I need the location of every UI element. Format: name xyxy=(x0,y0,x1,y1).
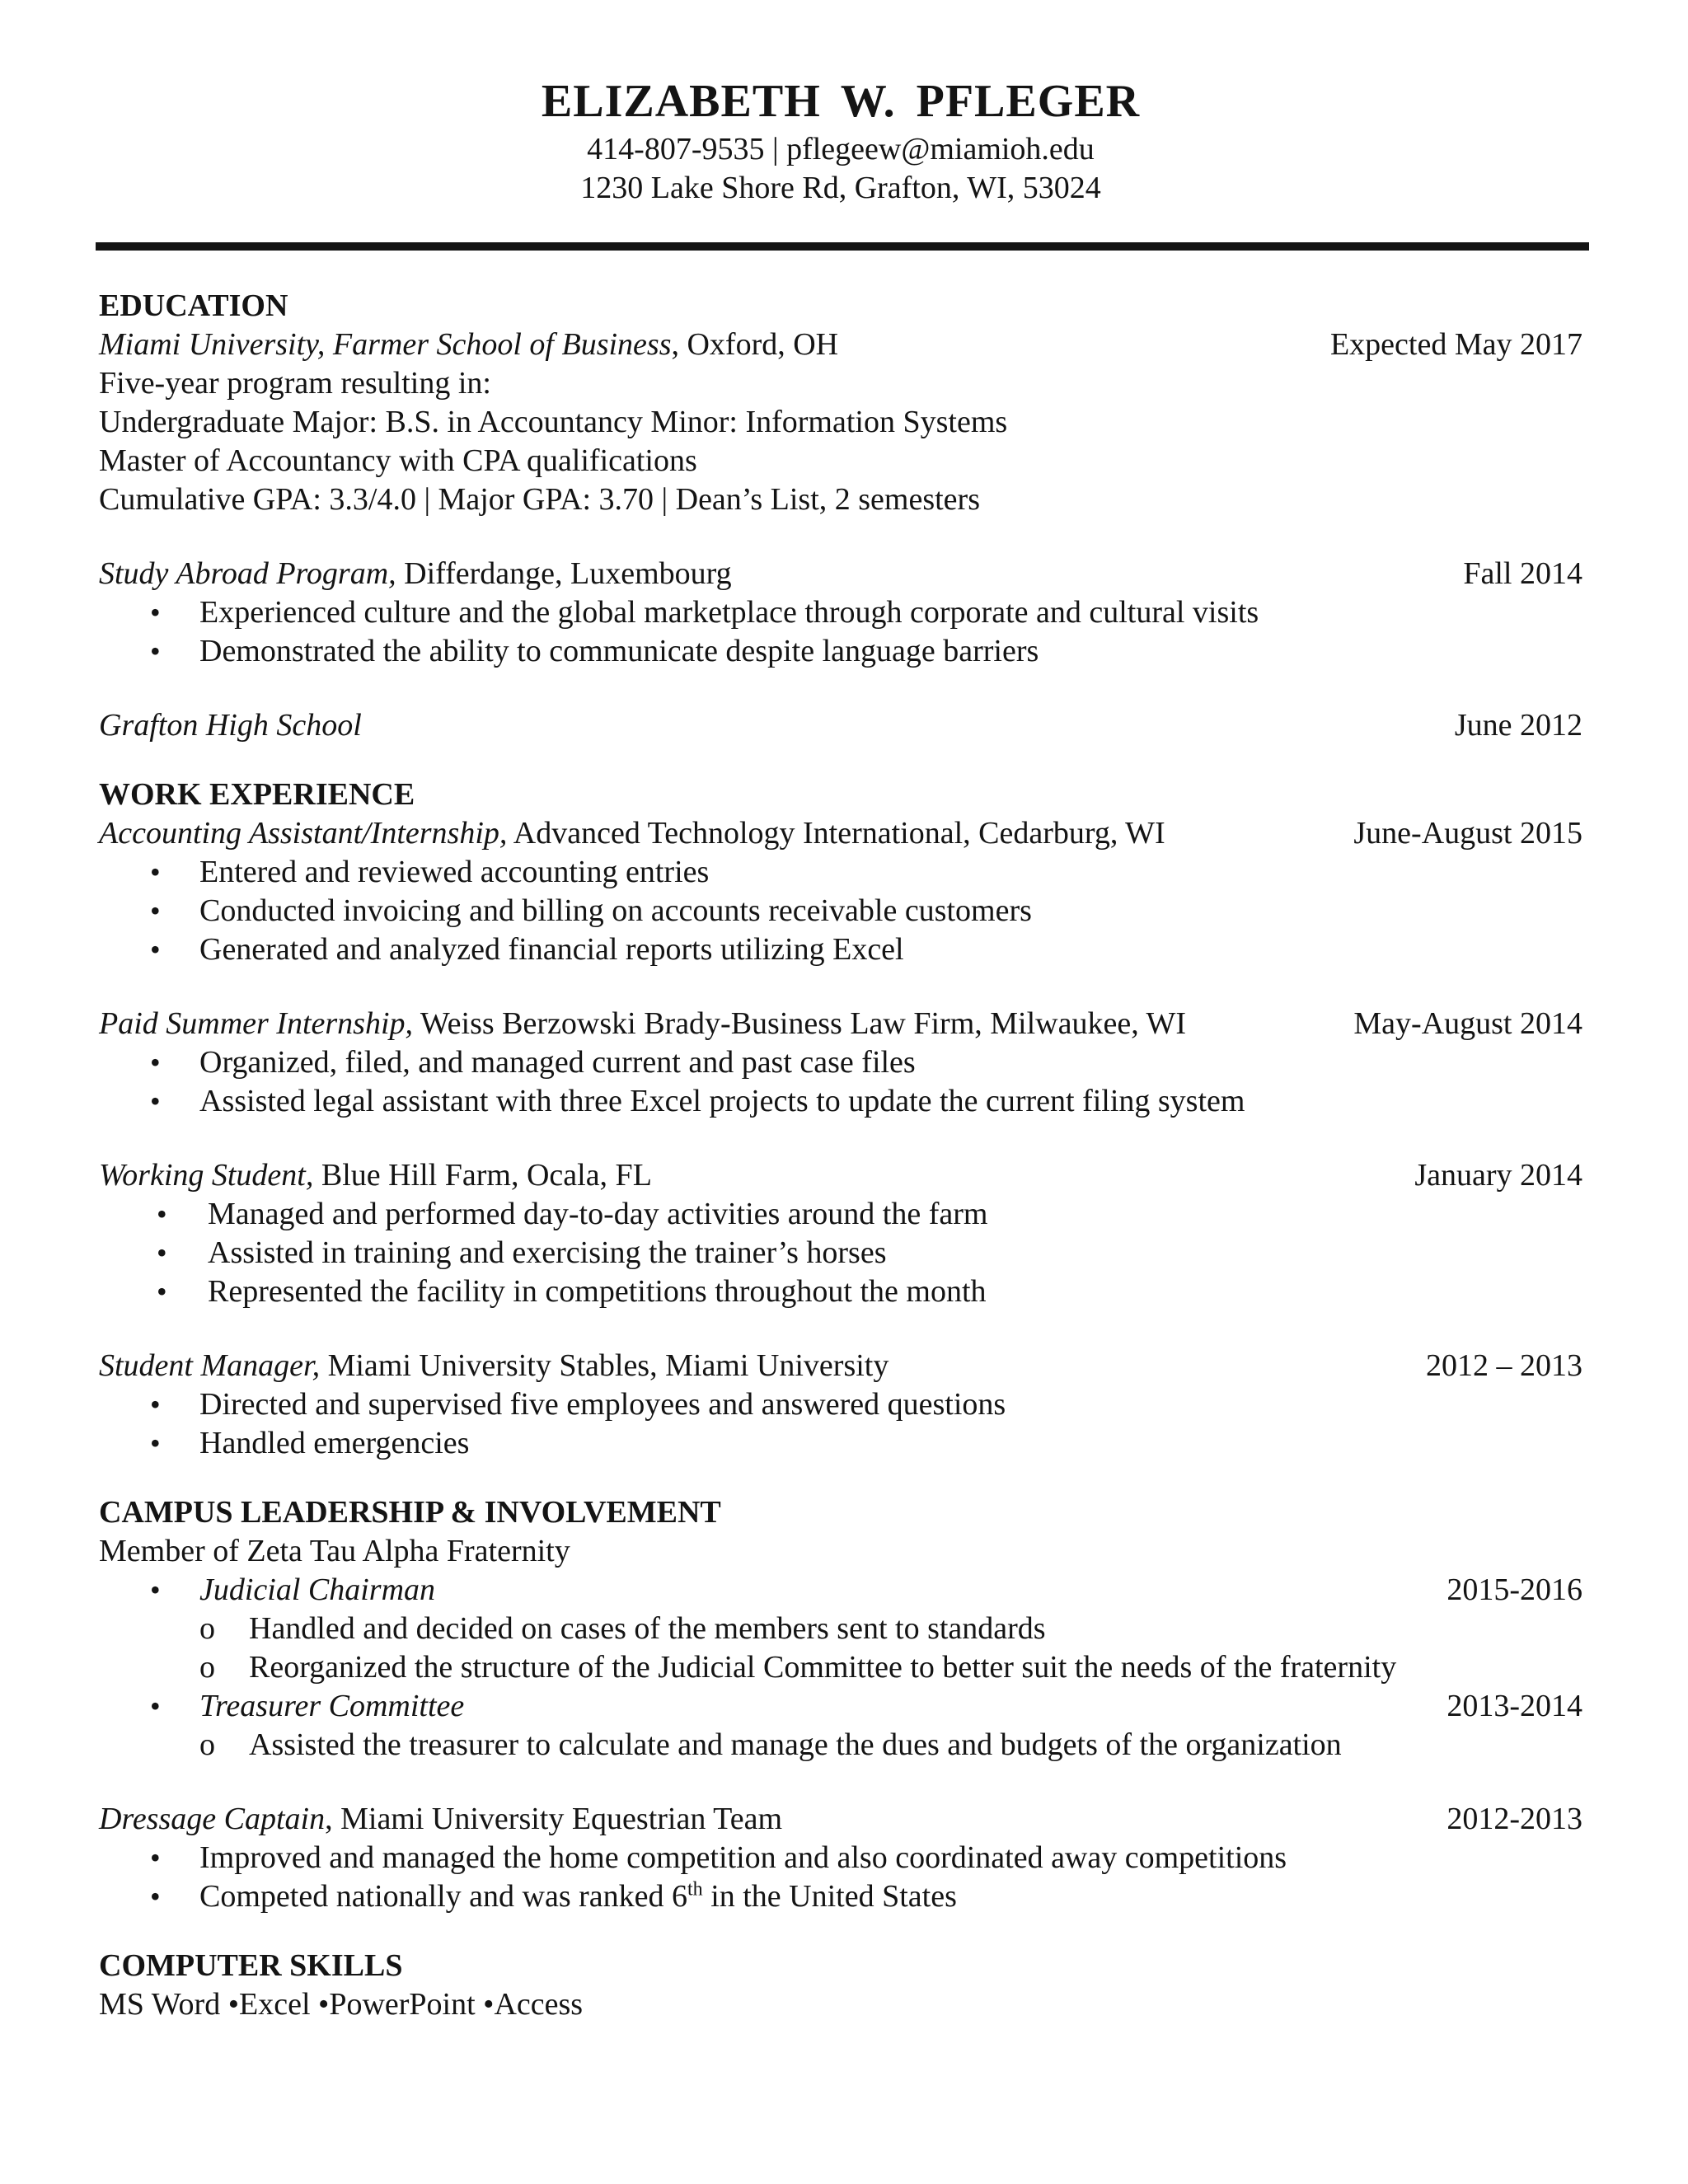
ranking-ordinal: th xyxy=(687,1878,703,1900)
education-line: Cumulative GPA: 3.3/4.0 | Major GPA: 3.70 | Dean’s List, 2 semesters xyxy=(99,482,980,517)
study-abroad-program: Study Abroad Program, xyxy=(99,556,396,591)
list-item: • Entered and reviewed accounting entries xyxy=(99,853,1582,892)
ranking-text: Competed nationally and was ranked 6 xyxy=(199,1879,688,1914)
miami-location: , Oxford, OH xyxy=(671,327,839,362)
job-row xyxy=(99,1347,1582,1385)
job-role: Paid Summer Internship, xyxy=(99,1006,414,1041)
treasurer-committee-items xyxy=(99,1726,1582,1765)
list-item: • Assisted legal assistant with three Excel projects to update the current filing system xyxy=(99,1082,1582,1121)
study-abroad-bullets xyxy=(99,593,1582,671)
treasurer-committee-date: 2013-2014 xyxy=(1447,1689,1582,1723)
treasurer-committee-row xyxy=(99,1687,1582,1726)
list-item: • Demonstrated the ability to communicate despite language barriers xyxy=(99,632,1582,671)
job-date: May-August 2014 xyxy=(1353,1006,1582,1041)
high-school-row xyxy=(99,706,1582,745)
list-item: o Assisted the treasurer to calculate and manage the dues and budgets of the organization xyxy=(99,1726,1582,1765)
miami-date: Expected May 2017 xyxy=(1329,327,1582,362)
list-item: • Organized, filed, and managed current and past case files xyxy=(99,1043,1582,1082)
list-item: o Handled and decided on cases of the members sent to standards xyxy=(99,1610,1582,1648)
job-role: Accounting Assistant/Internship, xyxy=(99,816,508,851)
list-item: • Experienced culture and the global marketplace through corporate and cultural visits xyxy=(99,593,1582,632)
job-role: Student Manager, xyxy=(99,1348,321,1383)
computer-skills-heading: COMPUTER SKILLS xyxy=(99,1948,403,1983)
list-item: • Generated and analyzed financial reports utilizing Excel xyxy=(99,930,1582,969)
job-row xyxy=(99,1005,1582,1043)
education-heading: EDUCATION xyxy=(99,288,288,323)
study-abroad-title xyxy=(99,555,732,593)
judicial-chairman-role: • Judicial Chairman xyxy=(199,1572,436,1607)
fraternity-membership: Member of Zeta Tau Alpha Fraternity xyxy=(99,1534,570,1568)
job-org: Blue Hill Farm, Ocala, FL xyxy=(313,1158,652,1193)
job-org: Advanced Technology International, Cedarburg, WI xyxy=(507,816,1165,851)
candidate-name: ELIZABETH W. PFLEGER xyxy=(541,76,1141,127)
list-item: • Managed and performed day-to-day activities around the farm xyxy=(99,1195,1582,1234)
judicial-chairman-date: 2015-2016 xyxy=(1447,1572,1582,1607)
list-item: • Conducted invoicing and billing on accounts receivable customers xyxy=(99,892,1582,930)
list-item xyxy=(99,1877,1582,1916)
list-item: • Assisted in training and exercising the trainer’s horses xyxy=(99,1234,1582,1272)
list-item: • Improved and managed the home competition and also coordinated away competitions xyxy=(99,1839,1582,1877)
study-abroad-location: Differdange, Luxembourg xyxy=(396,556,732,591)
contact-line: 414-807-9535 | pflegeew@miamioh.edu xyxy=(587,132,1095,166)
list-item: • Directed and supervised five employees and answered questions xyxy=(99,1385,1582,1424)
list-item: • Handled emergencies xyxy=(99,1424,1582,1463)
work-experience-heading: WORK EXPERIENCE xyxy=(99,777,415,812)
job-date: June-August 2015 xyxy=(1353,816,1582,851)
high-school-name: Grafton High School xyxy=(99,708,362,743)
education-line: Undergraduate Major: B.S. in Accountancy Minor: Information Systems xyxy=(99,405,1008,439)
job-row xyxy=(99,1156,1582,1195)
computer-skills-list: MS Word •Excel •PowerPoint •Access xyxy=(99,1987,584,2022)
education-miami-row xyxy=(99,326,1582,364)
study-abroad-row xyxy=(99,555,1582,593)
dressage-captain-bullets xyxy=(99,1839,1582,1916)
judicial-chairman-row xyxy=(99,1571,1582,1610)
list-item: • Represented the facility in competitions throughout the month xyxy=(99,1272,1582,1311)
job-role: Working Student, xyxy=(99,1158,314,1193)
job-org: Weiss Berzowski Brady-Business Law Firm, Milwaukee, WI xyxy=(413,1006,1187,1041)
campus-leadership-heading: CAMPUS LEADERSHIP & INVOLVEMENT xyxy=(99,1495,721,1530)
job-bullets xyxy=(99,853,1582,969)
list-item: o Reorganized the structure of the Judicial Committee to better suit the needs of the fraternity xyxy=(99,1648,1582,1687)
header-divider xyxy=(96,242,1589,251)
education-miami-school xyxy=(99,326,838,364)
dressage-captain-role: Dressage Captain xyxy=(99,1802,326,1836)
dressage-captain-org: , Miami University Equestrian Team xyxy=(325,1802,783,1836)
high-school-date: June 2012 xyxy=(1454,708,1582,743)
job-bullets xyxy=(99,1385,1582,1463)
study-abroad-date: Fall 2014 xyxy=(1463,556,1582,591)
judicial-chairman-items xyxy=(99,1610,1582,1687)
address-line: 1230 Lake Shore Rd, Grafton, WI, 53024 xyxy=(580,171,1101,205)
education-line: Five-year program resulting in: xyxy=(99,366,491,401)
job-row xyxy=(99,814,1582,853)
education-line: Master of Accountancy with CPA qualifications xyxy=(99,443,697,478)
job-date: January 2014 xyxy=(1414,1158,1582,1193)
resume-page xyxy=(99,0,1582,2184)
miami-school-name: Miami University, Farmer School of Business xyxy=(99,327,672,362)
dressage-captain-row xyxy=(99,1800,1582,1839)
job-org: Miami University Stables, Miami University xyxy=(320,1348,889,1383)
job-bullets xyxy=(99,1043,1582,1121)
dressage-captain-date: 2012-2013 xyxy=(1447,1802,1582,1836)
job-bullets xyxy=(99,1195,1582,1311)
resume-header xyxy=(99,73,1582,208)
resume-body xyxy=(99,287,1582,2024)
treasurer-committee-role: • Treasurer Committee xyxy=(199,1689,465,1723)
ranking-text-end: in the United States xyxy=(702,1879,957,1914)
job-date: 2012 – 2013 xyxy=(1426,1348,1582,1383)
